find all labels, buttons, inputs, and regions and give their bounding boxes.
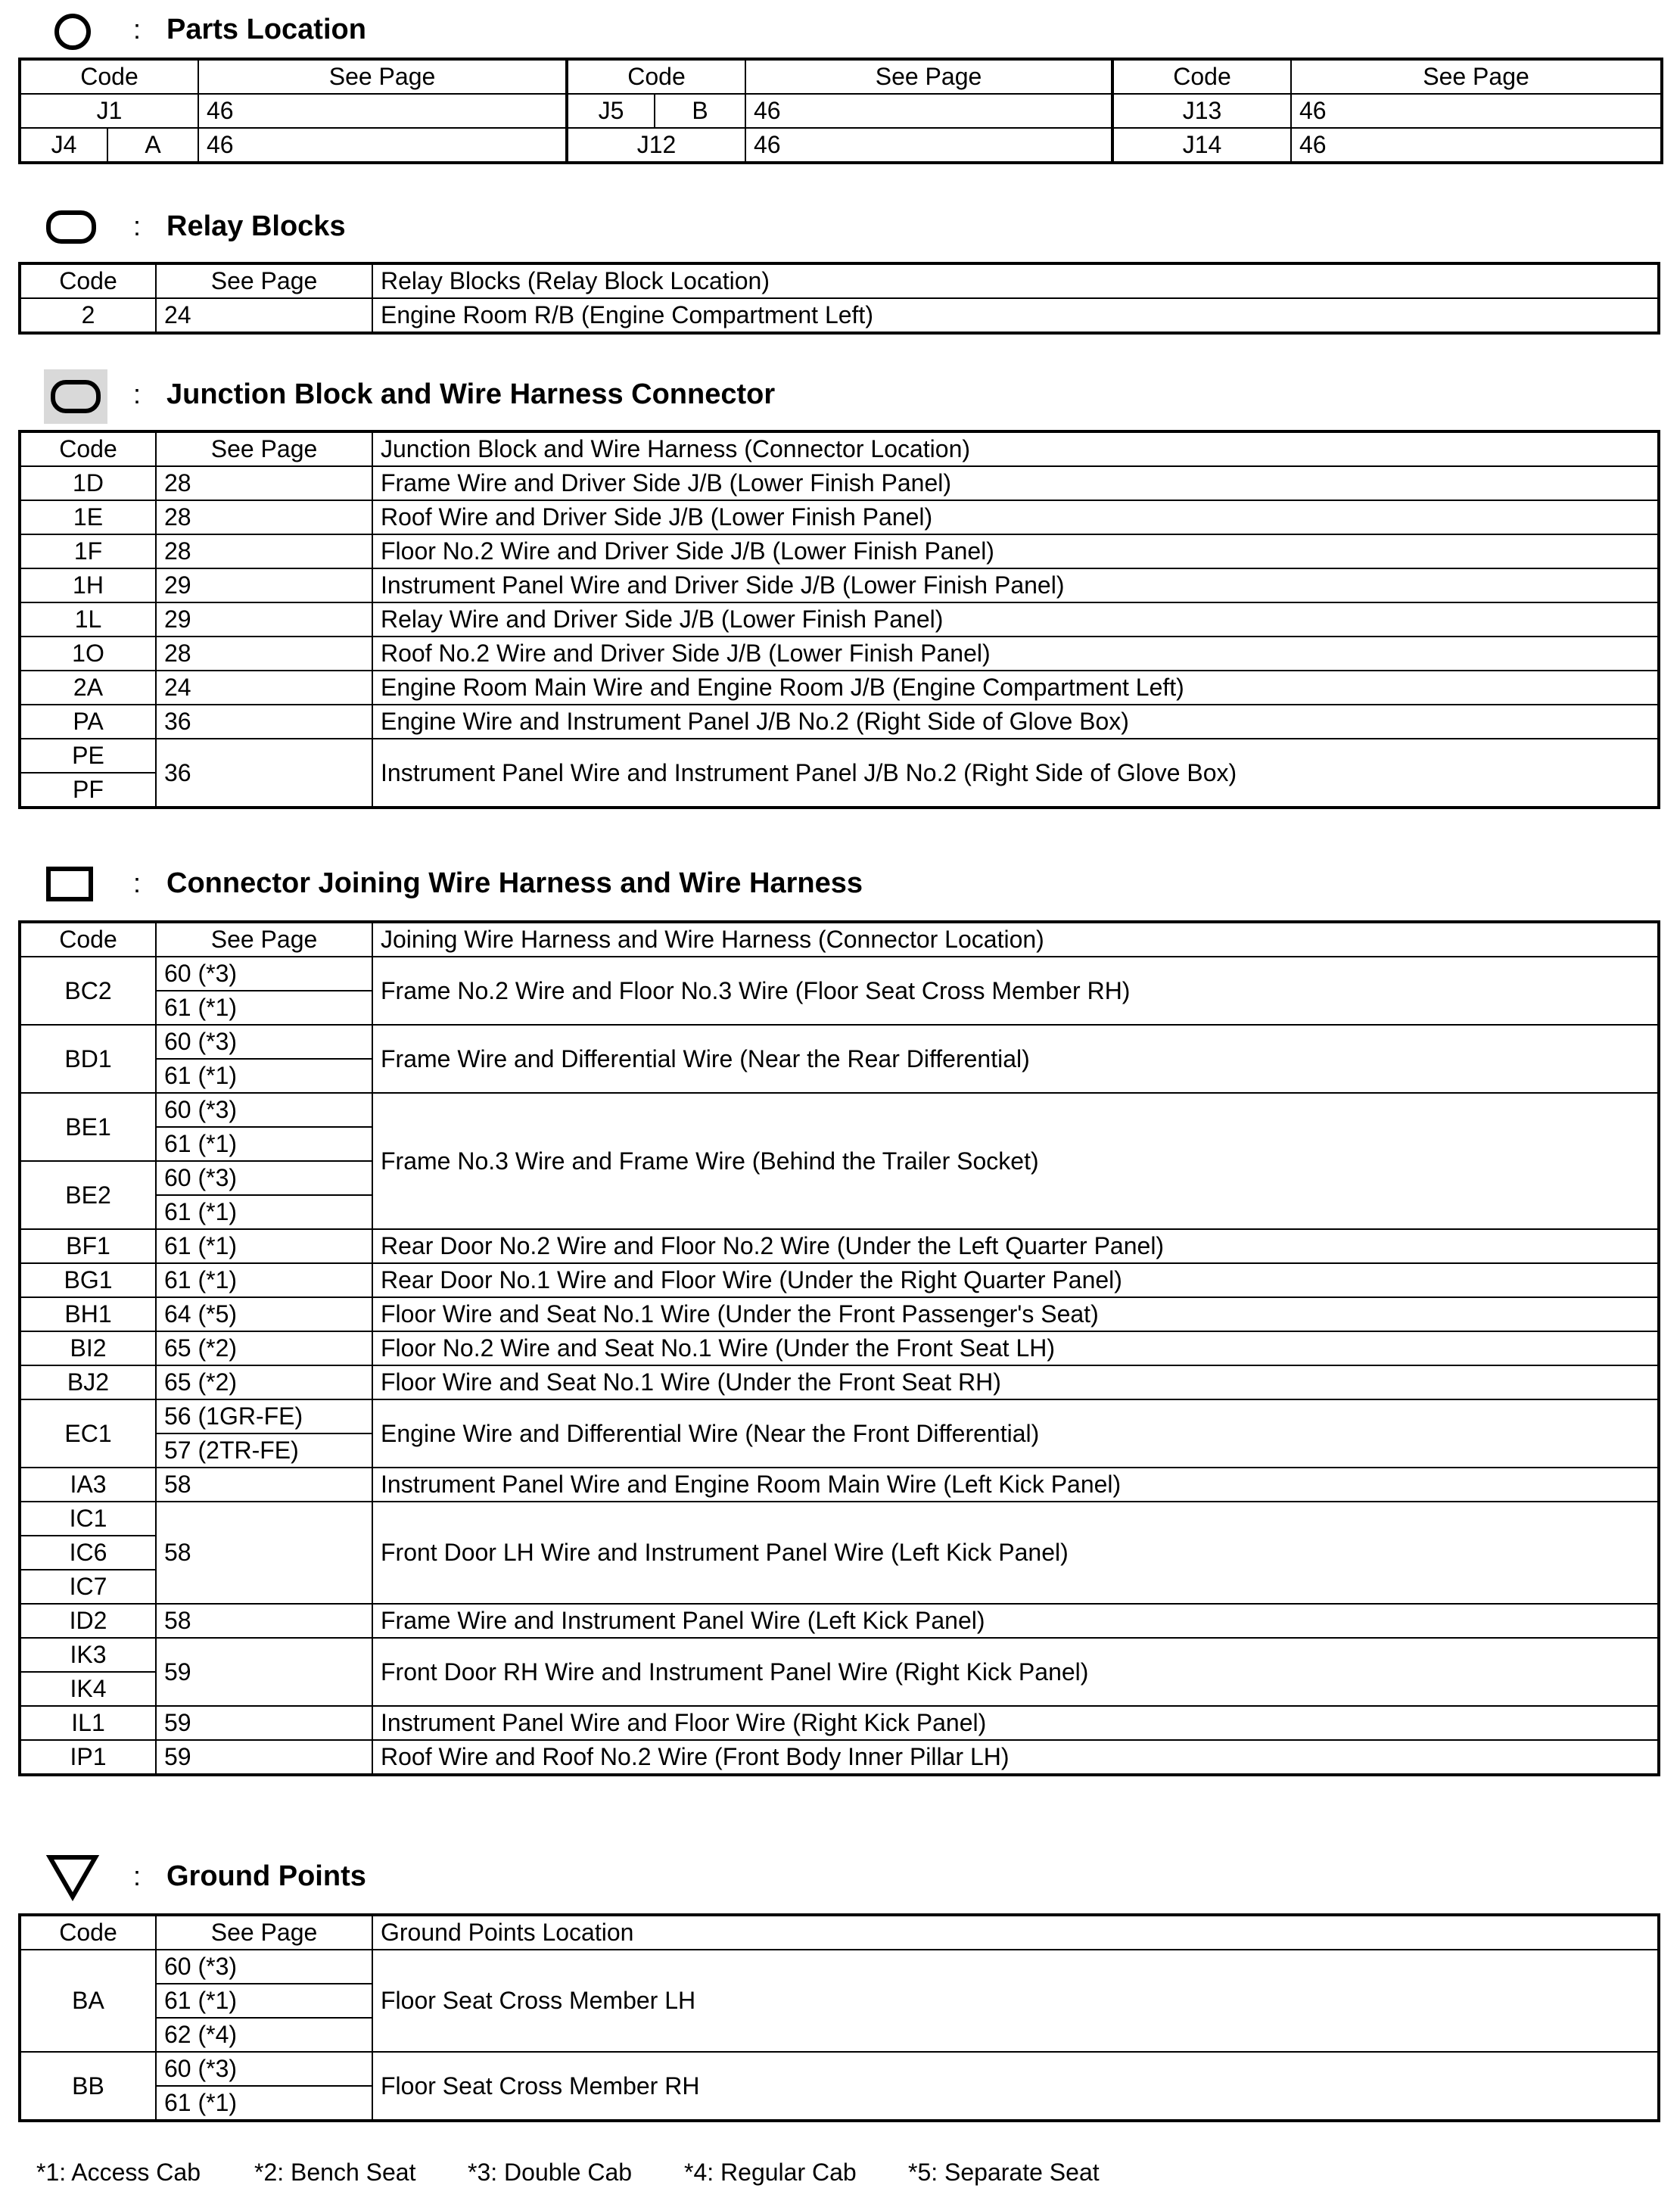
table-row [20,739,1659,773]
code-cell: IC7 [20,1570,156,1604]
header-cell: Code [20,59,198,94]
desc-cell: Engine Wire and Differential Wire (Near the Front Differential) [372,1399,1659,1468]
table-row [20,1468,1659,1502]
table-row [20,1950,1659,1984]
heading-colon: : [133,14,142,45]
page-cell: 36 [156,739,372,808]
page-cell: 28 [156,466,372,500]
code-cell: BD1 [20,1025,156,1093]
header-cell: See Page [156,263,372,298]
code-cell: EC1 [20,1399,156,1468]
desc-cell: Floor Wire and Seat No.1 Wire (Under the Front Seat RH) [372,1365,1659,1399]
code-cell: IK3 [20,1638,156,1672]
table-row [20,534,1659,568]
shaded-rounded-rect-icon [44,369,107,424]
code-cell: BE2 [20,1161,156,1229]
page-cell: 29 [156,602,372,637]
page-cell: 61 (*1) [156,2086,372,2121]
page-cell: 59 [156,1740,372,1775]
table-row [20,1025,1659,1059]
code-cell: IA3 [20,1468,156,1502]
junction-block-table [18,430,1660,809]
connector-heading [0,860,1680,905]
code-cell: IC6 [20,1536,156,1570]
section-title: Junction Block and Wire Harness Connector [166,378,776,410]
code-cell: J12 [567,128,745,163]
desc-cell: Floor Seat Cross Member LH [372,1950,1659,2052]
table-row [20,1502,1659,1536]
code-cell: IC1 [20,1502,156,1536]
table-row [20,128,1662,163]
desc-cell: Instrument Panel Wire and Driver Side J/B (Lower Finish Panel) [372,568,1659,602]
header-cell: Code [20,431,156,466]
page-cell: 28 [156,534,372,568]
desc-cell: Rear Door No.2 Wire and Floor No.2 Wire (Under the Left Quarter Panel) [372,1229,1659,1263]
page-cell: 46 [1291,128,1662,163]
footnote: *4: Regular Cab [684,2159,857,2186]
header-cell: Junction Block and Wire Harness (Connector Location) [372,431,1659,466]
table-row [20,466,1659,500]
code-cell: J14 [1112,128,1291,163]
desc-cell: Roof Wire and Driver Side J/B (Lower Finish Panel) [372,500,1659,534]
table-row [20,957,1659,991]
header-cell: See Page [198,59,567,94]
page-cell: 29 [156,568,372,602]
page-cell: 46 [745,128,1112,163]
page-cell: 65 (*2) [156,1331,372,1365]
table-row [20,568,1659,602]
page-cell: 60 (*3) [156,2052,372,2086]
code-cell: BC2 [20,957,156,1025]
ground-points-heading [0,1853,1680,1898]
table-row [20,1706,1659,1740]
code-cell: 1F [20,534,156,568]
header-cell: Code [20,263,156,298]
table-row [20,1331,1659,1365]
page-cell: 61 (*1) [156,1263,372,1297]
header-cell: See Page [156,1915,372,1950]
table-row [20,602,1659,637]
page-cell: 61 (*1) [156,1059,372,1093]
desc-cell: Floor No.2 Wire and Driver Side J/B (Lower Finish Panel) [372,534,1659,568]
table-row [20,705,1659,739]
page-cell: 36 [156,705,372,739]
connector-table [18,920,1660,1776]
table-row [20,298,1659,333]
page-cell: 64 (*5) [156,1297,372,1331]
header-cell: See Page [745,59,1112,94]
table-row [20,637,1659,671]
heading-colon: : [133,210,142,241]
code-cell: BA [20,1950,156,2052]
header-cell: Relay Blocks (Relay Block Location) [372,263,1659,298]
page-cell: 60 (*3) [156,957,372,991]
circle-icon [53,12,92,51]
desc-cell: Floor No.2 Wire and Seat No.1 Wire (Under the Front Seat LH) [372,1331,1659,1365]
page-cell: 61 (*1) [156,1195,372,1229]
page-cell: 61 (*1) [156,1229,372,1263]
footnote: *1: Access Cab [36,2159,201,2186]
footnote: *2: Bench Seat [254,2159,416,2186]
header-cell: Code [1112,59,1291,94]
table-header-row [20,59,1662,94]
table-row [20,1399,1659,1433]
desc-cell: Engine Wire and Instrument Panel J/B No.2 (Right Side of Glove Box) [372,705,1659,739]
page-cell: 57 (2TR-FE) [156,1433,372,1468]
desc-cell: Frame No.3 Wire and Frame Wire (Behind the Trailer Socket) [372,1093,1659,1229]
header-cell: See Page [156,431,372,466]
table-row [20,94,1662,128]
ground-points-table [18,1913,1660,2122]
desc-cell: Relay Wire and Driver Side J/B (Lower Finish Panel) [372,602,1659,637]
code-cell: BG1 [20,1263,156,1297]
table-row [20,671,1659,705]
parts-location-heading [0,8,1680,53]
desc-cell: Frame Wire and Driver Side J/B (Lower Finish Panel) [372,466,1659,500]
code-cell: 1O [20,637,156,671]
junction-block-heading [0,369,1680,415]
table-row [20,1638,1659,1672]
table-header-row [20,431,1659,466]
section-title: Parts Location [166,14,366,45]
page-cell: 46 [198,94,567,128]
page-cell: 61 (*1) [156,991,372,1025]
code-cell: BB [20,2052,156,2121]
desc-cell: Frame No.2 Wire and Floor No.3 Wire (Floor Seat Cross Member RH) [372,957,1659,1025]
table-row [20,500,1659,534]
code-cell: BH1 [20,1297,156,1331]
page-cell: 61 (*1) [156,1127,372,1161]
section-title: Connector Joining Wire Harness and Wire Harness [166,867,863,899]
header-cell: Code [20,922,156,957]
page-cell: 28 [156,637,372,671]
page-cell: 24 [156,298,372,333]
code-cell: J5 [567,94,655,128]
code-cell: PA [20,705,156,739]
table-row [20,1604,1659,1638]
section-title: Ground Points [166,1860,366,1892]
footnote: *3: Double Cab [468,2159,633,2186]
footnote: *5: Separate Seat [908,2159,1100,2186]
page-cell: 60 (*3) [156,1093,372,1127]
desc-cell: Instrument Panel Wire and Floor Wire (Right Kick Panel) [372,1706,1659,1740]
page-cell: 24 [156,671,372,705]
desc-cell: Front Door LH Wire and Instrument Panel Wire (Left Kick Panel) [372,1502,1659,1604]
code-cell: PF [20,773,156,808]
code-cell: BI2 [20,1331,156,1365]
table-row [20,1365,1659,1399]
code-cell: 2 [20,298,156,333]
page-cell: 60 (*3) [156,1161,372,1195]
code-cell: IP1 [20,1740,156,1775]
square-icon [45,866,94,902]
code-cell: PE [20,739,156,773]
header-cell: Code [20,1915,156,1950]
table-row [20,1740,1659,1775]
desc-cell: Engine Room Main Wire and Engine Room J/B (Engine Compartment Left) [372,671,1659,705]
desc-cell: Roof Wire and Roof No.2 Wire (Front Body Inner Pillar LH) [372,1740,1659,1775]
desc-cell: Instrument Panel Wire and Instrument Panel J/B No.2 (Right Side of Glove Box) [372,739,1659,808]
heading-colon: : [133,1860,142,1891]
code-sub-cell: A [107,128,198,163]
code-cell: J13 [1112,94,1291,128]
code-cell: ID2 [20,1604,156,1638]
table-row [20,2052,1659,2086]
header-cell: Joining Wire Harness and Wire Harness (Connector Location) [372,922,1659,957]
page-cell: 46 [198,128,567,163]
header-cell: See Page [156,922,372,957]
page-cell: 56 (1GR-FE) [156,1399,372,1433]
rounded-rect-icon [45,209,97,245]
page-cell: 62 (*4) [156,2018,372,2052]
page-cell: 60 (*3) [156,1950,372,1984]
page-cell: 28 [156,500,372,534]
code-sub-cell: B [655,94,745,128]
page-cell: 61 (*1) [156,1984,372,2018]
code-cell: BE1 [20,1093,156,1161]
code-cell: 1D [20,466,156,500]
desc-cell: Floor Seat Cross Member RH [372,2052,1659,2121]
code-cell: IK4 [20,1672,156,1706]
desc-cell: Rear Door No.1 Wire and Floor Wire (Under the Right Quarter Panel) [372,1263,1659,1297]
desc-cell: Roof No.2 Wire and Driver Side J/B (Lower Finish Panel) [372,637,1659,671]
desc-cell: Floor Wire and Seat No.1 Wire (Under the Front Passenger's Seat) [372,1297,1659,1331]
code-cell: 1H [20,568,156,602]
parts-location-table [18,58,1663,164]
page-cell: 60 (*3) [156,1025,372,1059]
desc-cell: Frame Wire and Differential Wire (Near the Rear Differential) [372,1025,1659,1093]
code-cell: 2A [20,671,156,705]
page-cell: 58 [156,1468,372,1502]
desc-cell: Frame Wire and Instrument Panel Wire (Left Kick Panel) [372,1604,1659,1638]
page-cell: 65 (*2) [156,1365,372,1399]
header-cell: See Page [1291,59,1662,94]
code-cell: 1L [20,602,156,637]
table-header-row [20,922,1659,957]
code-cell: J4 [20,128,107,163]
table-row [20,1093,1659,1127]
table-header-row [20,1915,1659,1950]
section-title: Relay Blocks [166,210,346,242]
page-cell: 46 [745,94,1112,128]
page-cell: 59 [156,1638,372,1706]
code-cell: BF1 [20,1229,156,1263]
header-cell: Code [567,59,745,94]
table-row [20,1263,1659,1297]
page-cell: 59 [156,1706,372,1740]
desc-cell: Instrument Panel Wire and Engine Room Main Wire (Left Kick Panel) [372,1468,1659,1502]
table-header-row [20,263,1659,298]
header-cell: Ground Points Location [372,1915,1659,1950]
code-cell: J1 [20,94,198,128]
table-row [20,1297,1659,1331]
page-cell: 58 [156,1604,372,1638]
code-cell: 1E [20,500,156,534]
desc-cell: Front Door RH Wire and Instrument Panel Wire (Right Kick Panel) [372,1638,1659,1706]
page-cell: 46 [1291,94,1662,128]
heading-colon: : [133,378,142,409]
relay-blocks-heading [0,203,1680,248]
page-cell: 58 [156,1502,372,1604]
heading-colon: : [133,867,142,898]
desc-cell: Engine Room R/B (Engine Compartment Left) [372,298,1659,333]
table-row [20,1229,1659,1263]
relay-blocks-table [18,262,1660,335]
code-cell: BJ2 [20,1365,156,1399]
triangle-down-icon [45,1853,100,1901]
code-cell: IL1 [20,1706,156,1740]
